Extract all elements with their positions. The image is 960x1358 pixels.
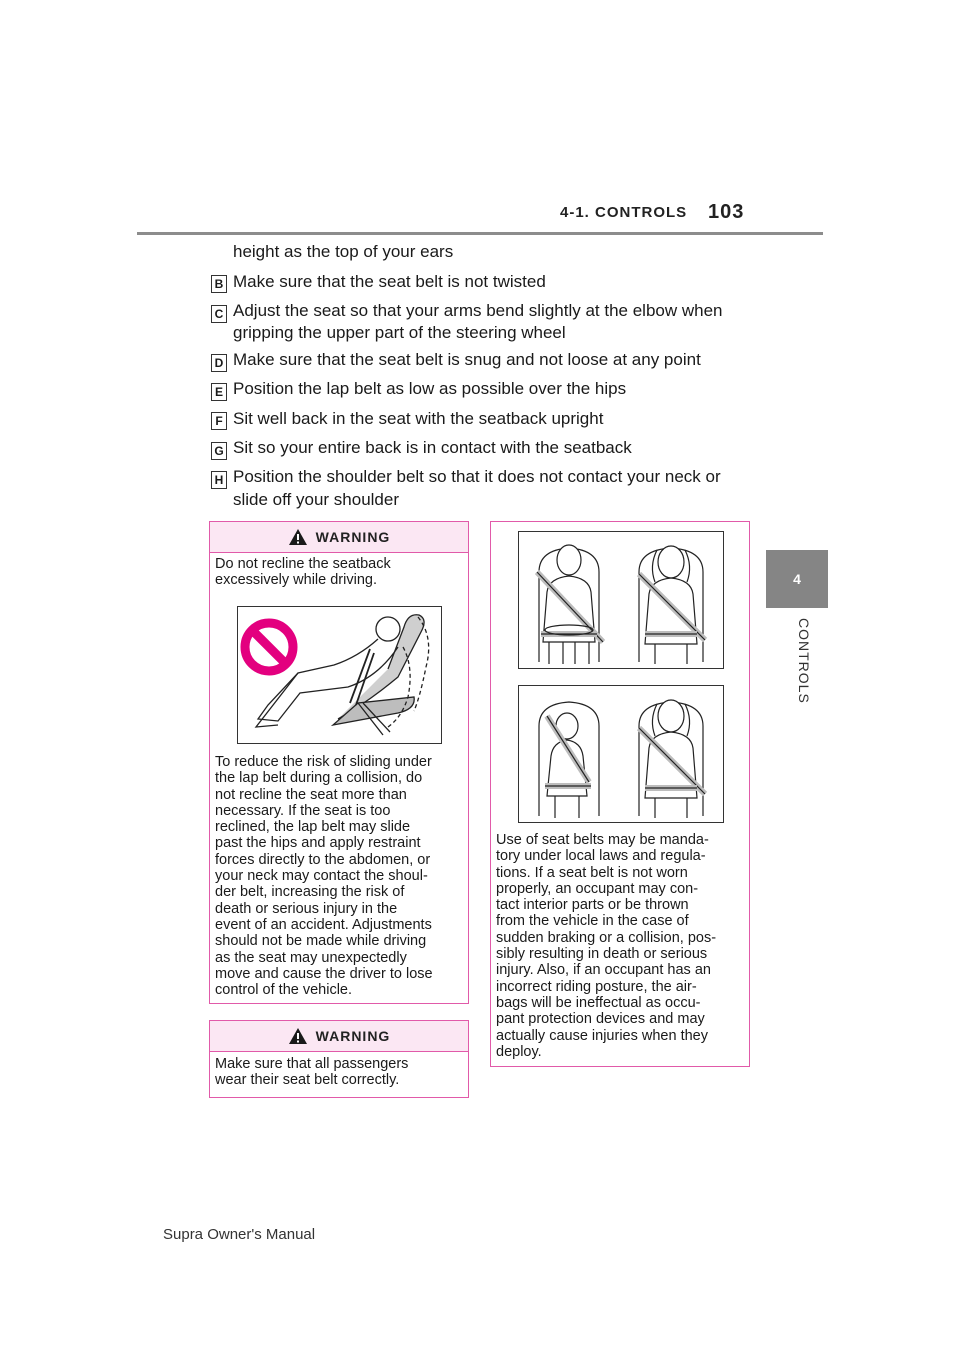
text-line: Use of seat belts may be manda- [496,832,709,848]
text-line: as the seat may unexpectedly [215,949,407,966]
text-line: past the hips and apply restraint [215,835,421,852]
step-letter: D [211,354,227,372]
warning-lead [215,556,391,589]
text-line: tory under local laws and regula- [496,848,706,865]
warning-box-passengers [209,1020,469,1098]
seatbelt-info-box [490,521,750,1067]
text-line: death or serious injury in the [215,900,398,917]
warning-body [215,754,433,998]
reclined-seat-drawing [256,615,429,735]
header-rule [137,232,823,235]
step-letter: G [211,442,227,460]
text-line: wear their seat belt correctly. [215,1072,400,1089]
text-line: Make sure that all passengers [215,1056,409,1072]
text-line: bags will be ineffectual as occu- [496,994,701,1011]
warning-header [210,522,468,553]
text-line: sibly resulting in death or serious [496,946,708,963]
text-line: necessary. If the seat is too [215,802,391,819]
warning-triangle-icon [288,1027,308,1045]
step-letter: B [211,275,227,293]
text-line: move and cause the driver to lose [215,965,433,982]
step-text: Make sure that the seat belt is not twisted [233,272,546,291]
page-number: 103 [708,201,745,223]
text-line: Do not recline the seatback [215,556,391,572]
text-line: deploy. [496,1043,542,1060]
text-line: To reduce the risk of sliding under [215,754,432,770]
prohibition-icon [245,623,293,671]
child-seatbelt-illustration [518,685,724,823]
info-body [496,832,716,1060]
step-letter: E [211,383,227,401]
warning-title: WARNING [315,1028,391,1044]
text-line: your neck may contact the shoul- [215,868,428,885]
warning-triangle-icon [288,528,308,546]
text-line: excessively while driving. [215,572,377,589]
adults-seatbelt-illustration [518,531,724,669]
step-text: slide off your shoulder [233,490,400,509]
warning-title: WARNING [315,529,391,545]
text-line: sudden braking or a collision, pos- [496,929,717,946]
step-text: Position the shoulder belt so that it does not contact your neck or [233,467,721,486]
adult-female-figure [639,700,705,818]
text-line: der belt, increasing the risk of [215,884,405,901]
step-text: Sit so your entire back is in contact with the seatback [233,438,632,457]
step-letter: F [211,412,227,430]
text-line: reclined, the lap belt may slide [215,819,411,836]
step-text: Adjust the seat so that your arms bend slightly at the elbow when [233,301,723,320]
text-line: should not be made while driving [215,933,427,950]
reclined-seat-illustration [237,606,442,744]
text-line: tact interior parts or be thrown [496,897,689,914]
step-text: Sit well back in the seat with the seatback upright [233,409,604,428]
text-line: injury. Also, if an occupant has an [496,962,711,979]
text-line: control of the vehicle. [215,982,353,999]
step-text: Position the lap belt as low as possible over the hips [233,379,627,398]
adult-female-figure [639,546,705,664]
section-title: 4-1. CONTROLS [560,204,688,221]
footer-manual-title: Supra Owner's Manual [163,1226,316,1243]
text-line: incorrect riding posture, the air- [496,978,697,995]
adult-male-figure [537,545,603,664]
child-figure [539,702,599,818]
text-line: properly, an occupant may con- [496,880,699,897]
step-letter: C [211,305,227,323]
text-line: event of an accident. Adjustments [215,916,432,933]
step-text: Make sure that the seat belt is snug and not loose at any point [233,350,701,369]
text-line: actually cause injuries when they [496,1027,708,1044]
chapter-label: CONTROLS [796,618,812,704]
warning-header [210,1021,468,1052]
intro-text: height as the top of your ears [233,242,454,261]
text-line: from the vehicle in the case of [496,913,689,930]
warning-box-recline [209,521,469,1004]
warning-body [215,1056,408,1089]
text-line: the lap belt during a collision, do [215,770,423,787]
text-line: tions. If a seat belt is not worn [496,864,688,881]
step-text: gripping the upper part of the steering wheel [233,323,566,342]
step-letter: H [211,471,227,489]
text-line: not recline the seat more than [215,786,407,803]
text-line: pant protection devices and may [496,1011,705,1028]
text-line: forces directly to the abdomen, or [215,851,431,868]
chapter-tab: 4 [766,550,828,608]
